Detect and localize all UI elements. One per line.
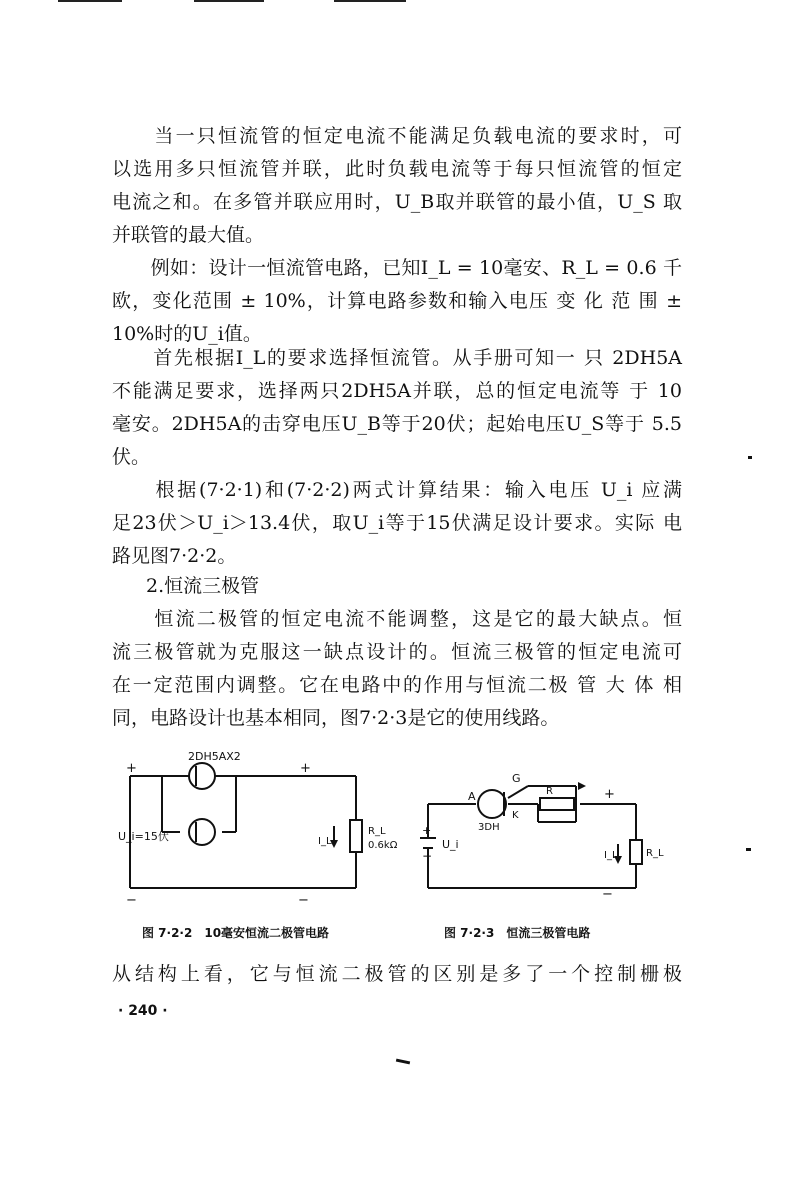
figure2-source: U_i <box>442 838 459 851</box>
figure1-minus-left: − <box>126 893 137 908</box>
page-number: · 240 · <box>118 1003 168 1019</box>
scan-speck <box>746 848 751 851</box>
figure1-plus-left: + <box>126 761 137 776</box>
top-rule-left <box>58 0 122 2</box>
text-line: 流三极管就为克服这一缺点设计的。恒流三极管的恒定电流可 <box>112 641 682 663</box>
figure2-plus-left: + <box>422 824 432 837</box>
figure2-resistor: R <box>546 786 553 797</box>
text-line: 以选用多只恒流管并联，此时负载电流等于每只恒流管的恒定 <box>112 158 682 180</box>
paragraph-example <box>112 252 682 351</box>
diode-icon <box>189 819 215 845</box>
paragraph-selection <box>112 342 682 474</box>
figure1-load-current: I_L <box>318 836 332 847</box>
text-line: 10%时的U_i值。 <box>112 323 262 345</box>
figure1-load-name: R_L <box>368 826 386 837</box>
figure2-minus-right: − <box>602 887 613 902</box>
paragraph-parallel-tubes <box>112 120 682 252</box>
paragraph-triode <box>112 603 682 735</box>
figure2-cathode: K <box>512 810 519 821</box>
text-line: 从结构上看，它与恒流二极管的区别是多了一个控制栅极 <box>112 963 682 985</box>
top-rule-middle <box>194 0 264 2</box>
figure2-anode: A <box>468 790 476 803</box>
text-line: 足23伏＞U_i＞13.4伏，取U_i等于15伏满足设计要求。实际 电 <box>112 512 682 534</box>
paragraph-structure <box>112 958 682 991</box>
figure2-load-name: R_L <box>646 848 664 859</box>
text-line: 在一定范围内调整。它在电路中的作用与恒流二极 管 大 体 相 <box>112 674 682 696</box>
text-line: 首先根据I_L的要求选择恒流管。从手册可知一 只 2DH5A <box>112 347 682 369</box>
top-rule-right <box>334 0 406 2</box>
figure1-input-label: U_i=15伏 <box>118 830 169 843</box>
text-line: 根据(7·2·1)和(7·2·2)两式计算结果：输入电压 U_i 应满 <box>112 479 682 501</box>
text-line: 例如：设计一恒流管电路，已知I_L = 10毫安、R_L = 0.6 千 <box>112 257 682 279</box>
figure1-diode-label: 2DH5AX2 <box>188 750 241 763</box>
diode-icon <box>189 763 215 789</box>
text-line: 恒流二极管的恒定电流不能调整，这是它的最大缺点。恒 <box>112 608 682 630</box>
text-line: 当一只恒流管的恒定电流不能满足负载电流的要求时，可 <box>112 125 682 147</box>
text-line: 同，电路设计也基本相同，图7·2·3是它的使用线路。 <box>112 707 560 729</box>
scan-speck <box>396 1059 410 1065</box>
text-line: 伏。 <box>112 446 151 468</box>
figure-triode-circuit <box>420 768 680 908</box>
paragraph-calculation <box>112 474 682 573</box>
text-line: 毫安。2DH5A的击穿电压U_B等于20伏；起始电压U_S等于 5.5 <box>112 413 682 435</box>
figure1-caption: 图 7·2·2 10毫安恒流二极管电路 <box>142 926 330 940</box>
triode-icon <box>478 790 506 818</box>
text-line: 并联管的最大值。 <box>112 224 265 246</box>
scan-speck <box>748 456 752 459</box>
figure1-minus-right: − <box>298 893 309 908</box>
figure2-minus-left: − <box>422 849 433 863</box>
text-line: 电流之和。在多管并联应用时，U_B取并联管的最小值，U_S 取 <box>112 191 682 213</box>
figure2-plus-right: + <box>604 787 615 802</box>
text-line: 路见图7·2·2。 <box>112 545 237 567</box>
section-heading: 2.恒流三极管 <box>146 575 260 597</box>
figure1-load-value: 0.6kΩ <box>368 840 398 851</box>
figure1-plus-right: + <box>300 761 311 776</box>
figure2-load-current: I_L <box>604 850 618 861</box>
text-line: 不能满足要求，选择两只2DH5A并联，总的恒定电流等 于 10 <box>112 380 682 402</box>
figure2-gate: G <box>512 772 521 785</box>
figure-diode-circuit <box>118 748 418 908</box>
text-line: 欧，变化范围 ± 10%，计算电路参数和输入电压 变 化 范 围 ± <box>112 290 682 312</box>
figure2-device: 3DH <box>478 822 500 833</box>
figure2-caption: 图 7·2·3 恒流三极管电路 <box>444 926 591 940</box>
